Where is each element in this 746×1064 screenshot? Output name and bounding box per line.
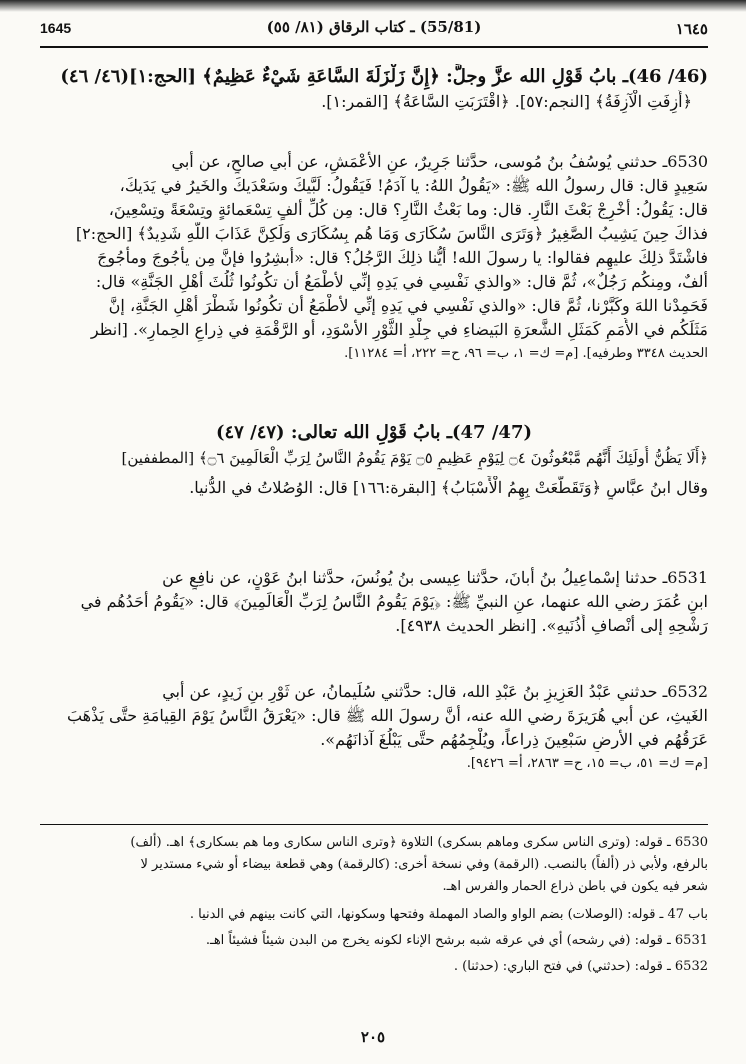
- hadith-6531: [40, 566, 708, 638]
- chapter-title-47: (47/ 47)ـ بابُ قَوْلِ الله تعالى: (٤٧/ ٤٧): [215, 422, 533, 443]
- page-header: [40, 14, 708, 44]
- chapter-quran-47: ﴿أَلَا يَظُنُّ أُولَئِكَ أَنَّهُم مَّبْعُوثُونَ ۝٤ لِيَوْمٍ عَظِيمٍ ۝٥ يَوْمَ يَقُومُ النَّاسُ لِرَبِّ الْعَالَمِينَ ۝٦﴾ [المطففين]: [121, 449, 708, 467]
- footnote-line: باب 47 ـ قوله: (الوصلات) بضم الواو والصاد المهملة وفتحها وسكونها، التي كانت بينهم في الدنيا .: [189, 907, 708, 922]
- section-47: [40, 420, 708, 500]
- hadith-line: سَعِيدٍ قال: قال رسولُ الله ﷺ: «يَقُولُ اللهُ: يا آدَمُ! فَيَقُولُ: لَبَّيكَ وسَعْدَيكَ والخَيرُ في يَدَيكَ،: [119, 176, 708, 195]
- hadith-line: فَحَمِدْنا اللهَ وكَبَّرْنا، ثُمَّ قال: «والذي نَفْسِي في يَدِهِ إنِّي لأطْمَعُ أن تكُونُوا شَطْرَ أهْلِ الجَنَّةِ، إنَّ: [108, 296, 708, 315]
- footnote-line: 6530 ـ قوله: (وترى الناس سكرى وماهم بسكرى) التلاوة ﴿وترى الناس سكارى وما هم بسكارى﴾ اهـ. (ألف): [130, 835, 708, 850]
- hadith-line: فاشْتَدَّ ذلِكَ عليهِم فقالوا: يا رسولَ الله! أيُّنا ذلِكَ الرَّجُلُ؟ قال: «أبشِرُوا فإنَّ مِن يأجُوجَ ومأجُوجَ: [97, 248, 708, 267]
- hadith-line: 6532ـ حدثني عَبْدُ العَزِيزِ بنُ عَبْدِ الله، قال: حدَّثني سُلَيمانُ، عن ثَوْرِ بنِ زَيدٍ، عن أبي: [162, 682, 708, 701]
- section-46: [40, 64, 708, 114]
- header-rule: [40, 46, 708, 48]
- hadith-line: ألفٌ، ومِنكُم رَجُلٌ»، ثُمَّ قال: «والذي نَفْسِي في يَدِهِ إنِّي لأطْمَعُ أن تكُونُوا ثُلُثَ أهْلِ الجَنَّةِ» قال:: [95, 272, 708, 291]
- footnote-line: 6532 ـ قوله: (حدثني) في فتح الباري: (حدثنا) .: [453, 959, 708, 974]
- hadith-line: رَشْحِهِ إلى أنْصافِ أُذُنَيهِ». [انظر الحديث ٤٩٣٨].: [395, 616, 708, 635]
- hadith-line: 6530ـ حدثني يُوسُفُ بنُ مُوسى، حدَّثنا جَرِيرٌ، عنِ الأعْمَشِ، عن أبي صالحٍ، عن أبي: [171, 152, 708, 171]
- running-title: (55/81) ـ كتاب الرقاق (٨١/ ٥٥): [266, 18, 482, 36]
- chapter-note-47: وقال ابنُ عبَّاسٍ ﴿وَتَقَطَّعَتْ بِهِمُ الْأَسْبَابُ﴾ [البقرة:١٦٦] قال: الوُصُلاتُ في الدُّنيا.: [189, 478, 708, 497]
- hadith-line: قال: يَقُولُ: أخْرِجْ بَعْثَ النَّارِ. قال: وما بَعْثُ النَّارِ؟ قال: مِن كُلِّ ألفٍ تِسْعَمائةٍ وتِسْعَةً وتِسْعِينَ،: [108, 200, 708, 219]
- folio-number: ٢٠٥: [360, 1028, 386, 1046]
- hadith-line: الغَيثِ، عن أبي هُرَيرَةَ رضي الله عنه، أنَّ رسولَ الله ﷺ قال: «يَعْرَقُ النَّاسُ يَوْمَ القِيامَةِ حتَّى يَذْهَبَ: [66, 706, 708, 725]
- page-number-latin: 1645: [40, 20, 72, 36]
- hadith-line: عَرَقُهُم في الأرضِ سَبْعِينَ ذِراعاً، ويُلْجِمُهُم حتَّى يَبْلُغَ آذانَهُم».: [320, 730, 708, 749]
- hadith-line: [م= ك= ٥١، ب= ١٥، ح= ٢٨٦٣، أ= ٩٤٢٦].: [466, 756, 708, 771]
- footnote-separator: [40, 824, 708, 825]
- hadith-line: الحديث ٣٣٤٨ وطرفيه]. [م= ك= ١، ب= ٩٦، ح= ٢٢٢، أ= ١١٢٨٤].: [344, 346, 708, 361]
- footnote-line: شعر فيه يكون في باطن ذراع الحمار والفرس اهـ.: [442, 879, 708, 894]
- chapter-subtitle-46: ﴿أَزِفَتِ الْآزِفَةُ﴾ [النجم:٥٧]. ﴿اقْتَرَبَتِ السَّاعَةُ﴾ [القمر:١].: [321, 92, 692, 111]
- footnotes: [40, 832, 708, 978]
- hadith-6532: [40, 680, 708, 776]
- chapter-title-46: (46/ 46)ـ بابُ قَوْلِ الله عزَّ وجلَّ: ﴿إِنَّ زَلْزَلَةَ السَّاعَةِ شَيْءٌ عَظِيمٌ﴾ [الحج:١](٤٦/ ٤٦): [60, 66, 708, 87]
- hadith-line: مَثَلَكُم في الأُمَمِ كَمَثَلِ الشَّعرَةِ البَيضاءِ في جِلْدِ الثَّوْرِ الأسْوَدِ، أو الرَّقْمَةِ في ذِراعِ الحِمارِ». [انظر: [90, 320, 708, 339]
- hadith-line: ابنِ عُمَرَ رضي الله عنهما، عنِ النبيِّ ﷺ: ﴿يَوْمَ يَقُومُ النَّاسُ لِرَبِّ الْعَالَمِينَ﴾ قال: «يَقُومُ أحَدُهُم في: [80, 592, 708, 611]
- hadith-line: 6531ـ حدثنا إسْماعِيلُ بنُ أبانَ، حدَّثنا عِيسى بنُ يُونُسَ، حدَّثنا ابنُ عَوْنٍ، عن نافِعٍ عن: [162, 568, 708, 587]
- page-number-arabic: ١٦٤٥: [675, 20, 708, 38]
- hadith-6530: [40, 150, 708, 366]
- footnote-line: 6531 ـ قوله: (في رشحه) أي في عرقه شبه برشح الإناء لكونه يخرج من البدن شيئاً فشيئاً اهـ.: [205, 933, 708, 948]
- hadith-line: فذاكَ حِينَ يَشِيبُ الصَّغِيرُ ﴿وَتَرَى النَّاسَ سُكَارَى وَمَا هُم بِسُكَارَى وَلَكِنَّ عَذَابَ اللَّهِ شَدِيدٌ﴾ [الحج:٢]: [75, 224, 708, 243]
- scan-shadow: [0, 0, 746, 12]
- footnote-line: بالرفع، ولأبي ذر (ألفاً) بالنصب. (الرقمة) وفي نسخة أخرى: (كالرقمة) وهي قطعة بيضاء أو شيء مستدير لا: [140, 857, 708, 872]
